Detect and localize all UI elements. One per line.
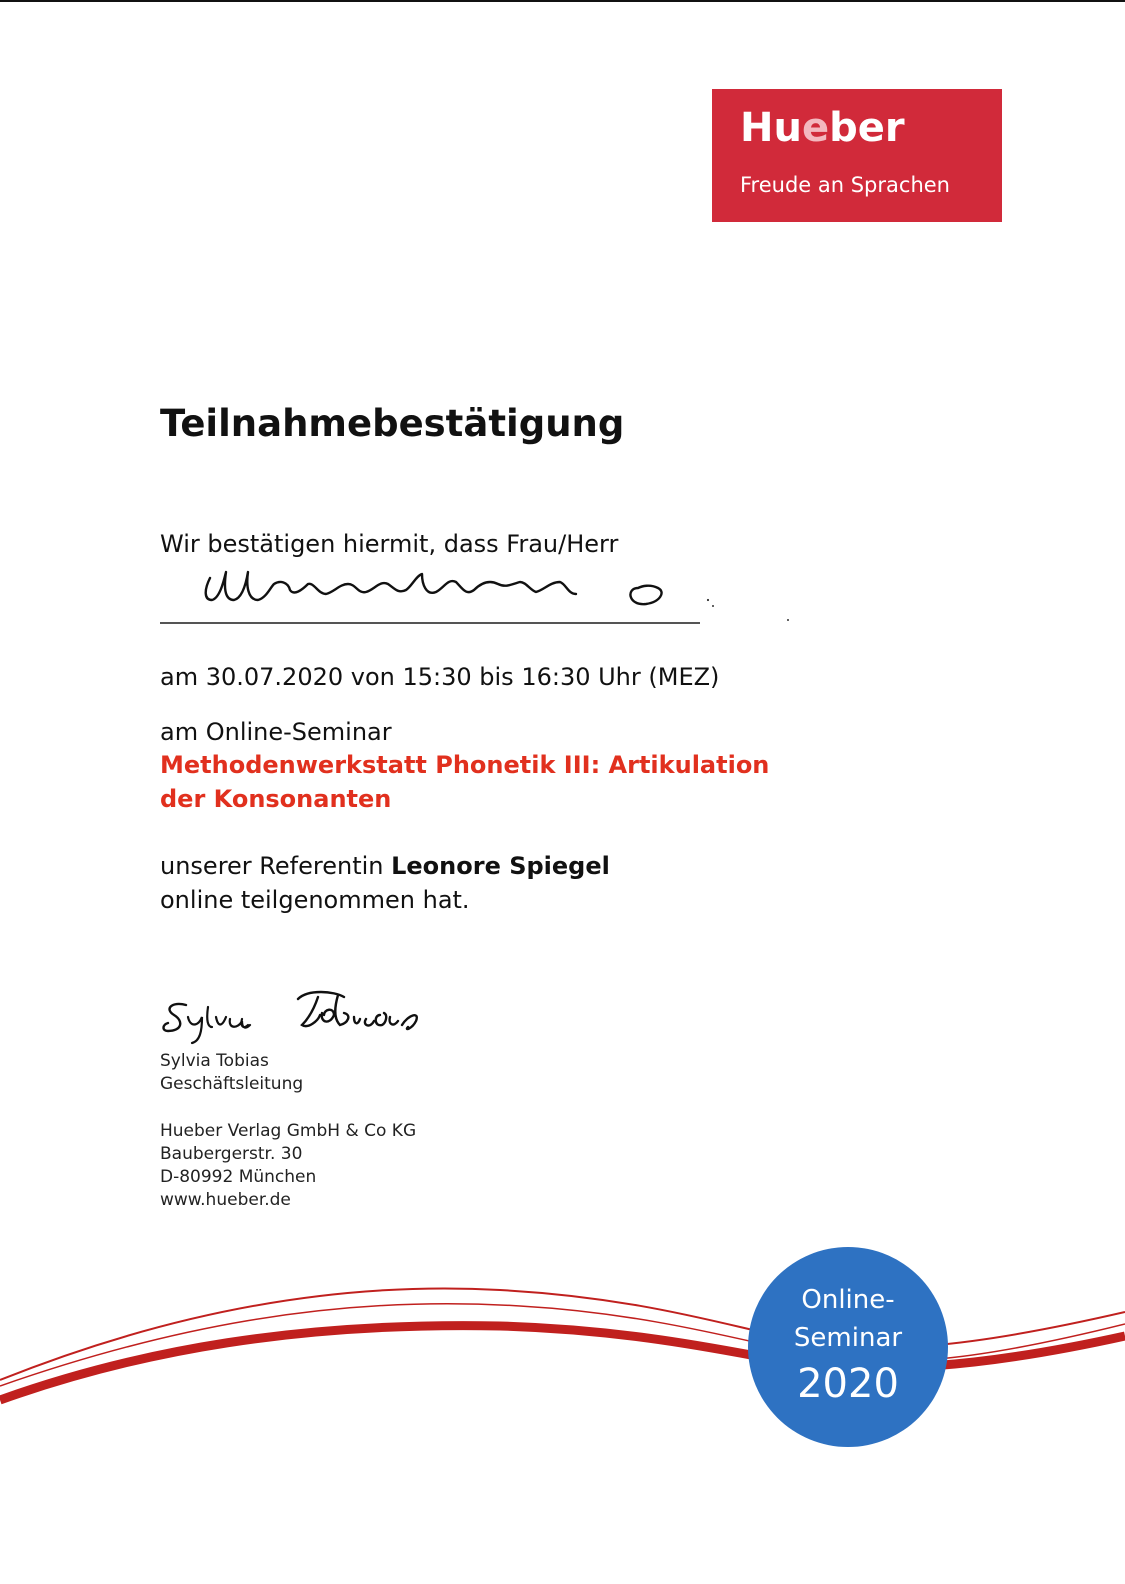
date-line: am 30.07.2020 von 15:30 bis 16:30 Uhr (MEZ) — [160, 663, 720, 691]
signature — [158, 985, 448, 1045]
logo-tagline: Freude an Sprachen — [740, 173, 950, 197]
seminar-title-line-1: Methodenwerkstatt Phonetik III: Artikulation — [160, 751, 770, 779]
handwritten-name — [190, 560, 690, 610]
top-rule — [0, 0, 1125, 2]
hueber-logo — [712, 89, 1002, 222]
intro-text: Wir bestätigen hiermit, dass Frau/Herr — [160, 530, 619, 558]
scan-specks — [700, 596, 800, 626]
online-seminar-badge — [748, 1247, 948, 1447]
name-underline — [160, 622, 700, 624]
badge-line-2: Seminar — [793, 1323, 903, 1353]
logo-wordmark: Hueber — [740, 105, 905, 151]
address-company: Hueber Verlag GmbH & Co KG — [160, 1121, 417, 1141]
signatory-role: Geschäftsleitung — [160, 1074, 304, 1094]
referent-line — [160, 849, 610, 883]
address-city: D-80992 München — [160, 1167, 317, 1187]
closing-line: online teilgenommen hat. — [160, 886, 470, 914]
seminar-title-line-2: der Konsonanten — [160, 785, 392, 813]
website[interactable]: www.hueber.de — [160, 1190, 291, 1210]
referent-prefix: unserer Referentin — [160, 852, 392, 880]
signatory-name: Sylvia Tobias — [160, 1051, 269, 1071]
referent-name: Leonore Spiegel — [391, 852, 610, 880]
badge-line-1: Online- — [801, 1285, 895, 1315]
address-street: Baubergerstr. 30 — [160, 1144, 303, 1164]
seminar-label: am Online-Seminar — [160, 718, 392, 746]
badge-year: 2020 — [797, 1361, 899, 1407]
decorative-wave — [0, 1250, 1125, 1420]
document-title: Teilnahmebestätigung — [160, 402, 625, 445]
